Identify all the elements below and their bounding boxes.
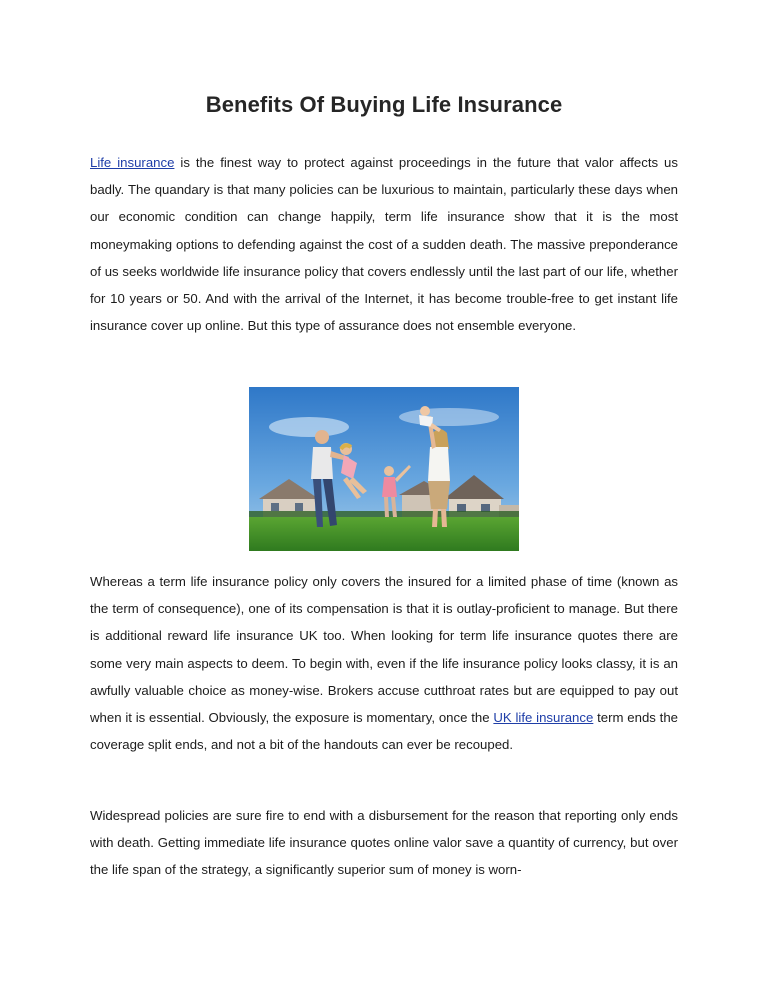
uk-life-insurance-link[interactable]: UK life insurance bbox=[493, 710, 594, 726]
paragraph-term bbox=[90, 568, 678, 758]
grass bbox=[249, 517, 519, 551]
document-title: Benefits Of Buying Life Insurance bbox=[205, 92, 563, 117]
paragraph-term-text-before: Whereas a term life insurance policy only covers the insured for a limited phase of time (known as the term of consequence), one of its compensation is that it is outlay-proficient to manage. But there is additional reward life insurance UK too. When looking for term life insurance quotes there are some very main aspects to deem. To begin with, even if the life insurance policy looks classy, it is an awfully valuable choice as money-wise. Brokers accuse cutthroat rates but are equipped to pay out when it is essential. Obviously, the exposure is momentary, once the bbox=[90, 574, 678, 726]
paragraph-intro bbox=[90, 149, 678, 339]
family-photo-illustration bbox=[249, 387, 519, 551]
family-photo bbox=[249, 387, 519, 551]
paragraph-widespread bbox=[90, 802, 678, 884]
paragraph-term-text-after: term ends the coverage split ends, and not a bit of the handouts can ever be recouped. bbox=[90, 710, 679, 753]
paragraph-widespread-text: Widespread policies are sure fire to end with a disbursement for the reason that reporting only ends with death. Getting immediate life insurance quotes online valor save a quantity of currency, but over the life span of the strategy, a significantly superior sum of money is worn- bbox=[90, 808, 678, 878]
life-insurance-link[interactable]: Life insurance bbox=[90, 155, 175, 170]
paragraph-intro-text: is the finest way to protect against proceedings in the future that valor affects us badly. The quandary is that many policies can be luxurious to maintain, particularly these days when our economic condition can change happily, term life insurance show that it is the most moneymaking options to defending against the cost of a sudden death. The massive preponderance of us seeks worldwide life insurance policy that covers endlessly until the last part of our life, whether for 10 years or 50. And with the arrival of the Internet, it has become trouble-free to get instant life insurance cover up online. But this type of assurance does not ensemble everyone. bbox=[90, 155, 678, 334]
